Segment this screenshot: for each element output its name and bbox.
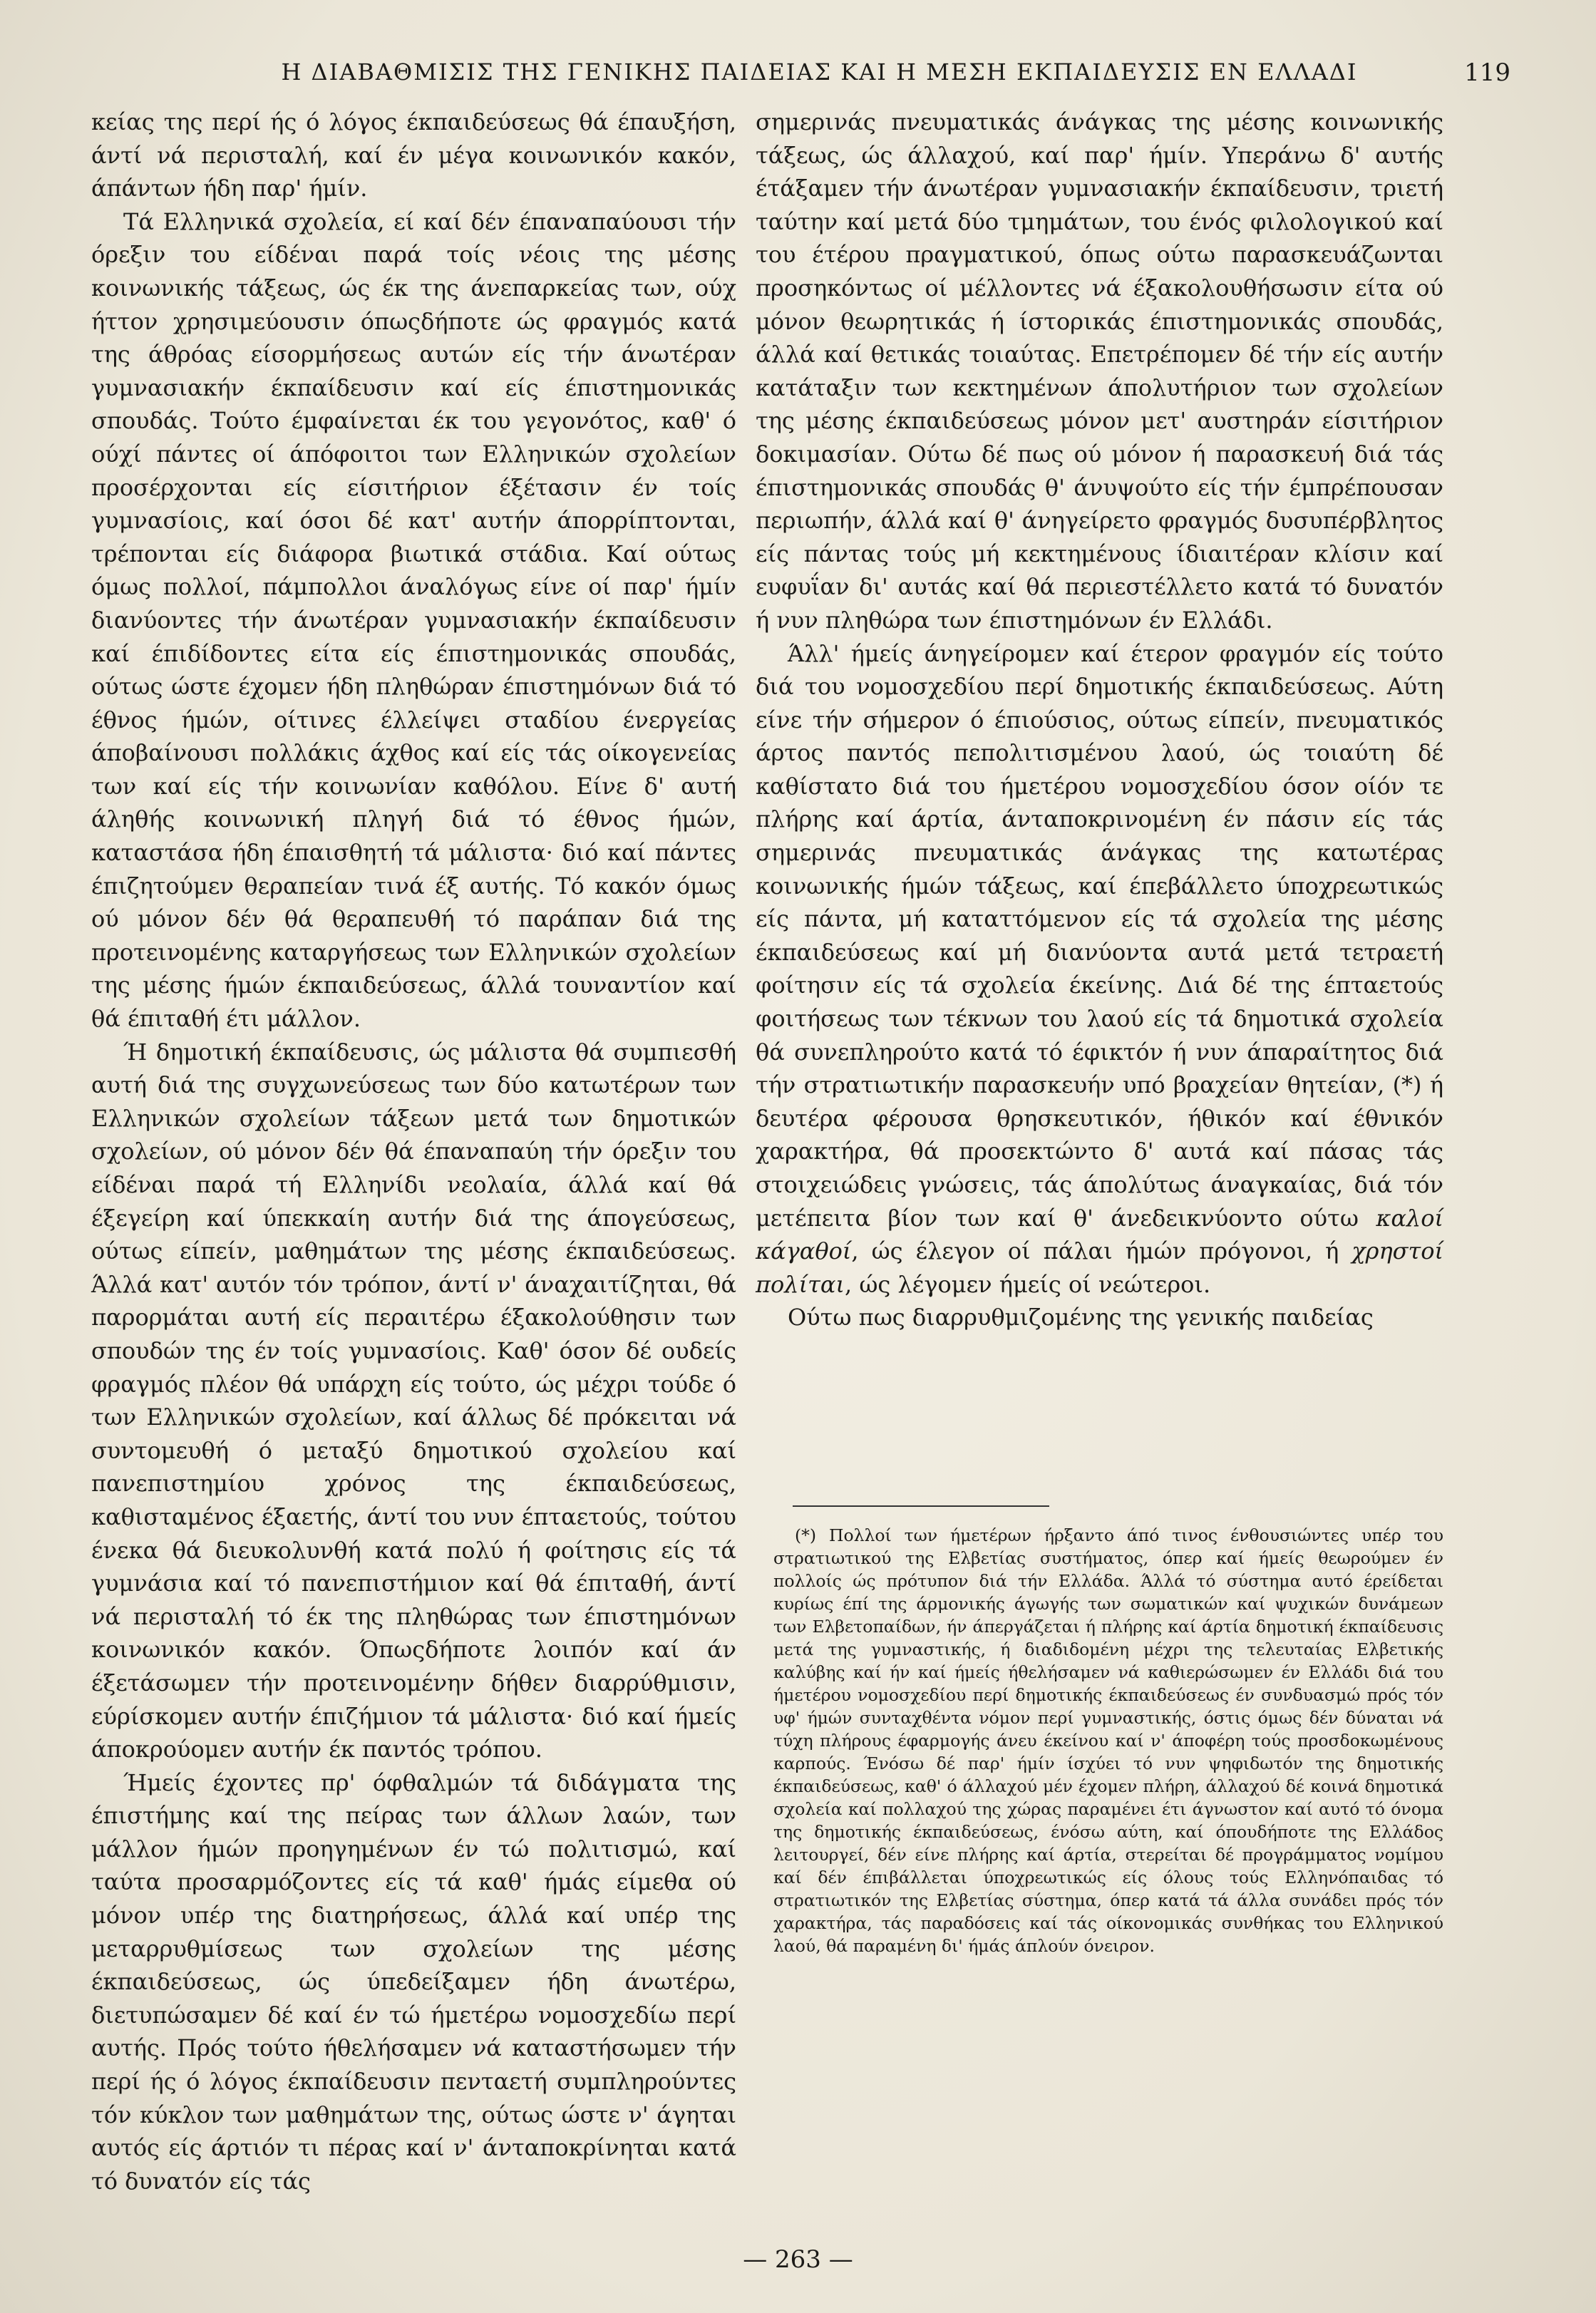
right-paragraph-2-text: Άλλ' ήμείς άνηγείρομεν καί έτερον φραγμόν είς τούτο διά του νομοσχεδίου περί δημοτικής έκπαιδεύσεως. Αύτη είνε τήν σήμερον ό έπιούσιος, ούτως είπείν, πνευματικός άρτος παντός πεπολιτισμένου λαού, ώς τοιαύτη δέ καθίστατο διά του ήμετέρου νομοσχεδίου όσον οίόν τε πλήρης καί άρτία, άνταποκρινομένη έν πάσιν είς τάς σημερινάς πνευματικάς άνάγκας της κατωτέρας κοινωνικής ήμών τάξεως, καί έπεβάλλετο ύποχρεωτικώς είς πάντα, μή καταττόμενον είς τά σχολεία της μέσης έκπαιδεύσεως καί μή διανύοντα αυτά μετά τετραετή φοίτησιν είς τά σχολεία έκείνης. Διά δέ της έπταετούς φοιτήσεως των τέκνων του λαού είς τά δημοτικά σχολεία θά συνεπληρούτο κατά τό έφικτόν ή νυν άπαραίτητος διά τήν στρατιωτικήν παρασκευήν υπό βραχείαν θητείαν, (*) ή δευτέρα φέρουσα θρησκευτικόν, ήθικόν καί έθνικόν χαρακτήρα, θά προσεκτώντο δ' αυτά καί πάσας τάς στοιχειώδεις γνώσεις, τάς άπολύτως άναγκαίας, διά τόν μετέπειτα βίον των καί θ' άνεδεικνύοντο ούτω [756,639,1443,1232]
header-page-number: 119 [1464,58,1510,87]
running-title: Η ΔΙΑΒΑΘΜΙΣΙΣ ΤΗΣ ΓΕΝΙΚΗΣ ΠΑΙΔΕΙΑΣ ΚΑΙ Η ΜΕΣΗ ΕΚΠΑΙΔΕΥΣΙΣ ΕΝ ΕΛΛΑΔΙ [281,58,1358,86]
footnote-rule [793,1505,1049,1507]
right-paragraph-2-end: , ώς λέγομεν ήμείς οί νεώτεροι. [844,1270,1211,1298]
left-paragraph-1: κείας της περί ής ό λόγος έκπαιδεύσεως θά έπαυξήση, άντί νά περισταλή, καί έν μέγα κοινωνικόν κακόν, άπάντων ήδη παρ' ήμίν. [91,108,736,202]
left-paragraph-4: Ήμείς έχοντες πρ' όφθαλμών τά διδάγματα της έπιστήμης καί της πείρας των άλλων λαών, των μάλλον ήμών προηγημένων έν τώ πολιτισμώ, καί ταύτα προσαρμόζοντες είς τά καθ' ήμάς είμεθα ού μόνον υπέρ της διατηρήσεως, άλλά καί υπέρ της μεταρρυθμίσεως των σχολείων της μέσης έκπαιδεύσεως, ώς ύπεδείξαμεν ήδη άνωτέρω, διετυπώσαμεν δέ καί έν τώ ήμετέρω νομοσχεδίω περί αυτής. Πρός τούτο ήθελήσαμεν νά καταστήσωμεν τήν περί ής ό λόγος έκπαίδευσιν πενταετή συμπληρούντες τόν κύκλον των μαθημάτων της, ούτως ώστε ν' άγηται αυτός είς άρτιόν τι πέρας καί ν' άνταποκρίνηται κατά τό δυνατόν είς τάς [91,1768,736,2195]
footnote [773,1524,1443,1957]
right-paragraph-3: Ούτω πως διαρρυθμιζομένης της γενικής παιδείας [788,1304,1374,1331]
right-paragraph-2-mid: , ώς έλεγον οί πάλαι ήμών πρόγονοι, ή [851,1237,1339,1265]
left-paragraph-3: Ή δημοτική έκπαίδευσις, ώς μάλιστα θά συμπιεσθή αυτή διά της συγχωνεύσεως των δύο κατωτέρων των Ελληνικών σχολείων τάξεων μετά των δημοτικών σχολείων, ού μόνον δέν θά έπαναπαύη τήν όρεξιν του είδέναι παρά τή Ελληνίδι νεολαία, άλλά καί θά έξεγείρη καί ύπεκκαίη αυτήν διά της άπογεύσεως, ούτως είπείν, μαθημάτων της μέσης έκπαιδεύσεως. Άλλά κατ' αυτόν τόν τρόπον, άντί ν' άναχαιτίζηται, θά παρορμάται αυτή είς περαιτέρω έξακολούθησιν των σπουδών της έν τοίς γυμνασίοις. Καθ' όσον δέ ουδείς φραγμός πλέον θά υπάρχη είς τούτο, ώς μέχρι τούδε ό των Ελληνικών σχολείων, καί άλλως δέ πρόκειται νά συντομευθή ό μεταξύ δημοτικού σχολείου καί πανεπιστημίου χρόνος της έκπαιδεύσεως, καθισταμένος έξαετής, άντί του νυν έπταετούς, τούτου ένεκα θά διευκολυνθή κατά πολύ ή φοίτησις είς τά γυμνάσια καί τό πανεπιστήμιον καί θά έπιταθή, άντί νά περισταλή τό έκ της πληθώρας των έπιστημόνων κοινωνικόν κακόν. Όπωςδήποτε λοιπόν καί άν έξετάσωμεν τήν προτεινομένην δήθεν διαρρύθμισιν, εύρίσκομεν αυτήν έπιζήμιον τά μάλιστα· διό καί ήμείς άποκρούομεν αυτήν έκ παντός τρόπου. [91,1038,736,1763]
right-column [756,105,1443,1334]
page-folio: — 263 — [743,2245,853,2274]
left-column [91,105,736,2198]
left-paragraph-2: Τά Ελληνικά σχολεία, εί καί δέν έπαναπαύουσι τήν όρεξιν του είδέναι παρά τοίς νέοις της μέσης κοινωνικής τάξεως, ώς έκ της άνεπαρκείας των, ούχ ήττον χρησιμεύουσιν όπωςδήποτε ώς φραγμός κατά της άθρόας είσορμήσεως αυτών είς τήν άνωτέραν γυμνασιακήν έκπαίδευσιν καί είς έπιστημονικάς σπουδάς. Τούτο έμφαίνεται έκ του γεγονότος, καθ' ό ούχί πάντες οί άπόφοιτοι των Ελληνικών σχολείων προσέρχονται είς είσιτήριον έξέτασιν έν τοίς γυμνασίοις, καί όσοι δέ κατ' αυτήν άπορρίπτονται, τρέπονται είς διάφορα βιωτικά στάδια. Καί ούτως όμως πολλοί, πάμπολλοι άναλόγως είνε οί παρ' ήμίν διανύοντες τήν άνωτέραν γυμνασιακήν έκπαίδευσιν καί έπιδίδοντες είτα είς έπιστημονικάς σπουδάς, ούτως ώστε έχομεν ήδη πληθώραν έπιστημόνων διά τό έθνος ήμών, οίτινες έλλείψει σταδίου ένεργείας άποβαίνουσι πολλάκις άχθος καί είς τάς οίκογενείας των καί είς τήν κοινωνίαν καθόλου. Είνε δ' αυτή άληθής κοινωνική πληγή διά τό έθνος ήμών, καταστάσα ήδη έπαισθητή τά μάλιστα· διό καί πάντες έπιζητούμεν θεραπείαν τινά έξ αυτής. Τό κακόν όμως ού μόνον δέν θά θεραπευθή τό παράπαν διά της προτεινομένης καταργήσεως των Ελληνικών σχολείων της μέσης ήμών έκπαιδεύσεως, άλλά τουναντίον καί θά έπιταθή έτι μάλλον. [91,207,736,1033]
running-header [178,58,1510,101]
emphasis-chrestoi-politai: χρηστοί πολίται [756,1237,1443,1298]
right-paragraph-2 [756,637,1443,1302]
footnote-text: (*) Πολλοί των ήμετέρων ήρξαντο άπό τινος ένθουσιώντες υπέρ του στρατιωτικού της Ελβετίας συστήματος, όπερ καί ήμείς θεωρούμεν έν πολλοίς ώς πρότυπον διά τήν Ελλάδα. Άλλά τό σύστημα αυτό έρείδεται κυρίως έπί της άρμονικής άγωγής των σωματικών καί ψυχικών δυνάμεων των Ελβετοπαίδων, ήν άπεργάζεται ή πλήρης καί άρτία δημοτική έκπαίδευσις μετά της γυμναστικής, ή διαδιδομένη μέχρι της τελευταίας Ελβετικής καλύβης καί ήν καί ήμείς ήθελήσαμεν νά καθιερώσωμεν έν Ελλάδι διά του ήμετέρου νομοσχεδίου περί δημοτικής έκπαιδεύσεως έν συνδυασμώ πρός τόν υφ' ήμών συνταχθέντα νόμον περί γυμναστικής, όστις όμως δέν δύναται νά τύχη πλήρους έφαρμογής άνευ έκείνου καί ν' άποφέρη τούς προσδοκωμένους καρπούς. Ένόσω δέ παρ' ήμίν ίσχύει τό νυν ψηφιδωτόν της δημοτικής έκπαιδεύσεως, καθ' ό άλλαχού μέν έχομεν πλήρη, άλλαχού δέ κοινά δημοτικά σχολεία καί πολλαχού της χώρας παραμένει έτι άγνωστον καί αυτό τό όνομα της δημοτικής έκπαιδεύσεως, ένόσω αύτη, καί όπουδήποτε της Ελλάδος λειτουργεί, δέν είνε πλήρης καί άρτία, στερείται δέ προγράμματος νομίμου καί δέν έπιβάλλεται ύποχρεωτικώς είς όλους τούς Ελληνόπαιδας τό στρατιωτικόν της Ελβετίας σύστημα, όπερ κατά τά άλλα συνάδει πρός τόν χαρακτήρα, τάς παραδόσεις καί τάς οίκονομικάς συνθήκας του Ελληνικού λαού, θά παραμένη δι' ήμάς άπλούν όνειρον. [773,1525,1443,1956]
right-paragraph-1: σημερινάς πνευματικάς άνάγκας της μέσης κοινωνικής τάξεως, ώς άλλαχού, καί παρ' ήμίν. Υπεράνω δ' αυτής έτάξαμεν τήν άνωτέραν γυμνασιακήν έκπαίδευσιν, τριετή ταύτην καί μετά δύο τμημάτων, του ένός φιλολογικού καί του έτέρου πραγματικού, όπως ούτω παρασκευάζωνται προσηκόντως οί μέλλοντες νά έξακολουθήσωσιν είτα ού μόνον θεωρητικάς ή ίστορικάς έπιστημονικάς σπουδάς, άλλά καί θετικάς τοιαύτας. Επετρέπομεν δέ τήν είς αυτήν κατάταξιν των κεκτημένων άπολυτήριον των σχολείων της μέσης έκπαιδεύσεως μόνον μετ' αυστηράν είσιτήριον δοκιμασίαν. Ούτω δέ πως ού μόνον ή παρασκευή διά τάς έπιστημονικάς σπουδάς θ' άνυψούτο είς τήν έμπρέπουσαν περιωπήν, άλλά καί θ' άνηγείρετο φραγμός δυσυπέρβλητος είς πάντας τούς μή κεκτημένους ίδιαιτέραν κλίσιν καί ευφυΐαν δι' αυτάς καί θά περιεστέλλετο κατά τό δυνατόν ή νυν πληθώρα των έπιστημόνων έν Ελλάδι. [756,108,1443,634]
emphasis-kaloi-kagathoi: καλοί κάγαθοί [756,1204,1444,1265]
